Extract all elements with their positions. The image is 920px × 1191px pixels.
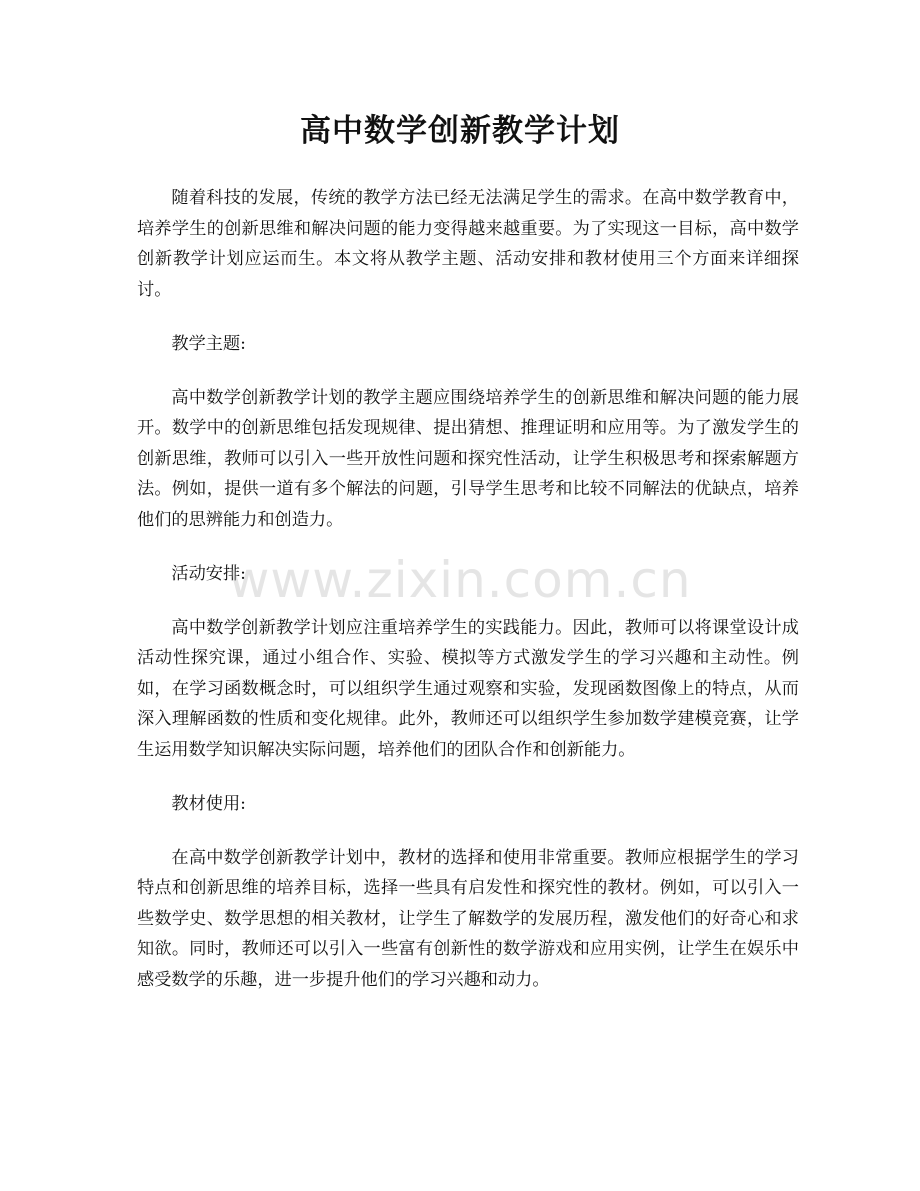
intro-paragraph: 随着科技的发展，传统的教学方法已经无法满足学生的需求。在高中数学教育中，培养学生的创新思维和解决问题的能力变得越来越重要。为了实现这一目标，高中数学创新教学计划应运而生。本文将从教学主题、活动安排和教材使用三个方面来详细探讨。 — [137, 188, 799, 300]
section-body-activity-arrangement: 高中数学创新教学计划应注重培养学生的实践能力。因此，教师可以将课堂设计成活动性探究课，通过小组合作、实验、模拟等方式激发学生的学习兴趣和主动性。例如，在学习函数概念时，可以组织学生通过观察和实验，发现函数图像上的特点，从而深入理解函数的性质和变化规律。此外，教师还可以组织学生参加数学建模竞赛，让学生运用数学知识解决实际问题，培养他们的团队合作和创新能力。 — [137, 617, 799, 760]
section-heading-activity-arrangement: 活动安排: — [171, 563, 246, 584]
page-title: 高中数学创新教学计划 — [300, 113, 620, 149]
document-body — [137, 183, 799, 1019]
section-body-textbook-usage: 在高中数学创新教学计划中，教材的选择和使用非常重要。教师应根据学生的学习特点和创新思维的培养目标，选择一些具有启发性和探究性的教材。例如，可以引入一些数学史、数学思想的相关教材，让学生了解数学的发展历程，激发他们的好奇心和求知欲。同时，教师还可以引入一些富有创新性的数学游戏和应用实例，让学生在娱乐中感受数学的乐趣，进一步提升他们的学习兴趣和动力。 — [137, 847, 799, 990]
section-body-teaching-theme: 高中数学创新教学计划的教学主题应围绕培养学生的创新思维和解决问题的能力展开。数学中的创新思维包括发现规律、提出猜想、推理证明和应用等。为了激发学生的创新思维，教师可以引入一些开放性问题和探究性活动，让学生积极思考和探索解题方法。例如，提供一道有多个解法的问题，引导学生思考和比较不同解法的优缺点，培养他们的思辨能力和创造力。 — [137, 387, 799, 530]
section-heading-teaching-theme: 教学主题: — [171, 333, 246, 354]
section-heading-textbook-usage: 教材使用: — [171, 793, 246, 814]
watermark: www.zixin.com.cn — [228, 551, 692, 609]
